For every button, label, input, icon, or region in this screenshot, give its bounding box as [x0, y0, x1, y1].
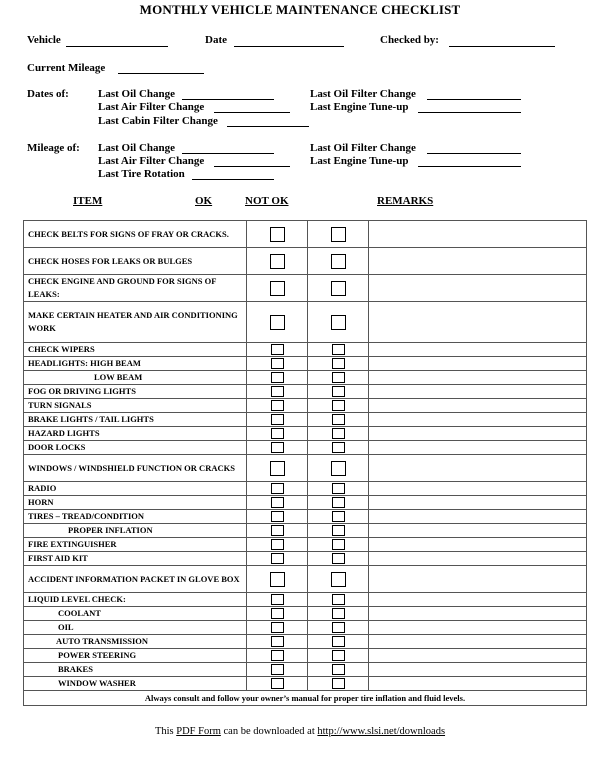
item-label: TIRES – TREAD/CONDITION: [24, 510, 247, 524]
column-header-ok: OK: [195, 195, 213, 207]
mileage-last-air-filter-field[interactable]: [214, 166, 290, 167]
item-label: FIRE EXTINGUISHER: [24, 538, 247, 552]
not-ok-checkbox[interactable]: [332, 636, 345, 647]
dates-last-tuneup-field[interactable]: [418, 112, 521, 113]
ok-checkbox[interactable]: [271, 608, 284, 619]
ok-checkbox[interactable]: [270, 281, 285, 296]
download-middle: can be downloaded at: [223, 726, 315, 737]
vehicle-label: Vehicle: [27, 34, 61, 46]
remarks-cell[interactable]: [369, 510, 587, 524]
item-label: BRAKE LIGHTS / TAIL LIGHTS: [24, 413, 247, 427]
not-ok-checkbox[interactable]: [331, 315, 346, 330]
remarks-cell[interactable]: [369, 663, 587, 677]
table-row: [24, 677, 587, 691]
not-ok-checkbox[interactable]: [332, 358, 345, 369]
ok-checkbox[interactable]: [271, 372, 284, 383]
table-row: [24, 413, 587, 427]
item-label: CHECK BELTS FOR SIGNS OF FRAY OR CRACKS.: [24, 221, 247, 248]
item-label: ACCIDENT INFORMATION PACKET IN GLOVE BOX: [24, 566, 247, 593]
dates-last-oil-change-label: Last Oil Change: [98, 88, 176, 100]
ok-checkbox[interactable]: [271, 525, 284, 536]
table-row: [24, 441, 587, 455]
mileage-last-oil-filter-label: Last Oil Filter Change: [310, 142, 416, 154]
mileage-last-tuneup-field[interactable]: [418, 166, 521, 167]
checked-by-label: Checked by:: [380, 34, 439, 46]
table-row: [24, 357, 587, 371]
not-ok-checkbox[interactable]: [331, 461, 346, 476]
item-label: RADIO: [24, 482, 247, 496]
table-row: [24, 385, 587, 399]
table-row: [24, 593, 587, 607]
table-row: [24, 635, 587, 649]
remarks-cell[interactable]: [369, 385, 587, 399]
table-row: [24, 399, 587, 413]
date-label: Date: [205, 34, 227, 46]
item-label: MAKE CERTAIN HEATER AND AIR CONDITIONING WORK: [24, 302, 247, 343]
table-footer-row: [24, 691, 587, 706]
table-row: [24, 275, 587, 302]
dates-last-oil-filter-label: Last Oil Filter Change: [310, 88, 416, 100]
not-ok-checkbox[interactable]: [332, 678, 345, 689]
ok-checkbox[interactable]: [271, 678, 284, 689]
pdf-form-link[interactable]: PDF Form: [176, 726, 221, 737]
table-row: [24, 552, 587, 566]
table-row: [24, 248, 587, 275]
mileage-last-oil-filter-field[interactable]: [427, 153, 521, 154]
mileage-last-oil-change-label: Last Oil Change: [98, 142, 176, 154]
remarks-cell[interactable]: [369, 455, 587, 482]
table-row: [24, 524, 587, 538]
item-label: OIL: [24, 621, 247, 635]
checked-by-field[interactable]: [449, 46, 555, 47]
remarks-cell[interactable]: [369, 496, 587, 510]
not-ok-checkbox[interactable]: [332, 442, 345, 453]
table-row: [24, 607, 587, 621]
mileage-last-tire-rotation-field[interactable]: [192, 179, 274, 180]
remarks-cell[interactable]: [369, 441, 587, 455]
item-label: HEADLIGHTS: HIGH BEAM: [24, 357, 247, 371]
not-ok-checkbox[interactable]: [332, 344, 345, 355]
table-row: [24, 221, 587, 248]
not-ok-checkbox[interactable]: [332, 650, 345, 661]
ok-checkbox[interactable]: [271, 553, 284, 564]
item-label: HAZARD LIGHTS: [24, 427, 247, 441]
ok-checkbox[interactable]: [270, 572, 285, 587]
ok-checkbox[interactable]: [270, 254, 285, 269]
not-ok-checkbox[interactable]: [332, 400, 345, 411]
remarks-cell[interactable]: [369, 482, 587, 496]
current-mileage-label: Current Mileage: [27, 62, 106, 74]
checklist-table: [23, 220, 587, 706]
page-title: MONTHLY VEHICLE MAINTENANCE CHECKLIST: [139, 2, 461, 17]
dates-of-label: Dates of:: [27, 88, 69, 100]
item-label: CHECK ENGINE AND GROUND FOR SIGNS OF LEAKS:: [24, 275, 247, 302]
ok-checkbox[interactable]: [271, 497, 284, 508]
table-row: [24, 371, 587, 385]
item-label: WINDOW WASHER: [24, 677, 247, 691]
remarks-cell[interactable]: [369, 248, 587, 275]
not-ok-checkbox[interactable]: [332, 372, 345, 383]
not-ok-checkbox[interactable]: [332, 553, 345, 564]
date-field[interactable]: [234, 46, 344, 47]
not-ok-checkbox[interactable]: [332, 664, 345, 675]
ok-checkbox[interactable]: [271, 386, 284, 397]
not-ok-checkbox[interactable]: [331, 227, 346, 242]
ok-checkbox[interactable]: [271, 483, 284, 494]
column-header-remarks: REMARKS: [377, 195, 434, 207]
item-label: CHECK HOSES FOR LEAKS OR BULGES: [24, 248, 247, 275]
not-ok-checkbox[interactable]: [332, 622, 345, 633]
table-row: [24, 538, 587, 552]
table-row: [24, 621, 587, 635]
item-label: TURN SIGNALS: [24, 399, 247, 413]
item-label: CHECK WIPERS: [24, 343, 247, 357]
table-row: [24, 510, 587, 524]
remarks-cell[interactable]: [369, 649, 587, 663]
ok-checkbox[interactable]: [271, 511, 284, 522]
not-ok-checkbox[interactable]: [332, 497, 345, 508]
table-row: [24, 427, 587, 441]
dates-last-oil-change-field[interactable]: [182, 99, 274, 100]
item-label: BRAKES: [24, 663, 247, 677]
mileage-last-oil-change-field[interactable]: [182, 153, 274, 154]
not-ok-checkbox[interactable]: [332, 414, 345, 425]
remarks-cell[interactable]: [369, 552, 587, 566]
dates-last-cabin-filter-label: Last Cabin Filter Change: [98, 115, 218, 127]
ok-checkbox[interactable]: [270, 315, 285, 330]
footer-note: Always consult and follow your owner’s manual for proper tire inflation and fluid levels.: [24, 691, 587, 706]
mileage-last-air-filter-label: Last Air Filter Change: [98, 155, 205, 167]
mileage-last-tuneup-label: Last Engine Tune-up: [310, 155, 409, 167]
remarks-cell[interactable]: [369, 524, 587, 538]
not-ok-checkbox[interactable]: [332, 386, 345, 397]
not-ok-checkbox[interactable]: [332, 525, 345, 536]
table-row: [24, 649, 587, 663]
remarks-cell[interactable]: [369, 538, 587, 552]
not-ok-checkbox[interactable]: [331, 254, 346, 269]
remarks-cell[interactable]: [369, 413, 587, 427]
item-label: LIQUID LEVEL CHECK:: [24, 593, 247, 607]
item-label: LOW BEAM: [24, 371, 247, 385]
table-row: [24, 302, 587, 343]
remarks-cell[interactable]: [369, 621, 587, 635]
item-label: FIRST AID KIT: [24, 552, 247, 566]
not-ok-checkbox[interactable]: [332, 608, 345, 619]
ok-checkbox[interactable]: [271, 358, 284, 369]
column-header-item: ITEM: [73, 195, 103, 207]
download-prefix: This: [154, 726, 174, 737]
remarks-cell[interactable]: [369, 221, 587, 248]
not-ok-checkbox[interactable]: [332, 483, 345, 494]
vehicle-field[interactable]: [66, 46, 168, 47]
item-label: WINDOWS / WINDSHIELD FUNCTION OR CRACKS: [24, 455, 247, 482]
item-label: DOOR LOCKS: [24, 441, 247, 455]
ok-checkbox[interactable]: [271, 594, 284, 605]
not-ok-checkbox[interactable]: [331, 572, 346, 587]
ok-checkbox[interactable]: [271, 442, 284, 453]
ok-checkbox[interactable]: [271, 414, 284, 425]
remarks-cell[interactable]: [369, 275, 587, 302]
ok-checkbox[interactable]: [271, 636, 284, 647]
remarks-cell[interactable]: [369, 371, 587, 385]
item-label: AUTO TRANSMISSION: [24, 635, 247, 649]
download-url-link[interactable]: http://www.slsi.net/downloads: [317, 726, 446, 737]
dates-last-cabin-filter-field[interactable]: [227, 126, 309, 127]
remarks-cell[interactable]: [369, 593, 587, 607]
dates-last-air-filter-field[interactable]: [214, 112, 290, 113]
table-row: [24, 343, 587, 357]
download-note: [0, 726, 600, 737]
ok-checkbox[interactable]: [271, 622, 284, 633]
dates-last-air-filter-label: Last Air Filter Change: [98, 101, 205, 113]
table-row: [24, 566, 587, 593]
column-header-not-ok: NOT OK: [245, 195, 289, 207]
table-row: [24, 482, 587, 496]
ok-checkbox[interactable]: [270, 461, 285, 476]
item-label: FOG OR DRIVING LIGHTS: [24, 385, 247, 399]
item-label: COOLANT: [24, 607, 247, 621]
item-label: POWER STEERING: [24, 649, 247, 663]
table-row: [24, 496, 587, 510]
not-ok-checkbox[interactable]: [332, 539, 345, 550]
remarks-cell[interactable]: [369, 427, 587, 441]
item-label: PROPER INFLATION: [24, 524, 247, 538]
not-ok-checkbox[interactable]: [332, 594, 345, 605]
mileage-of-label: Mileage of:: [27, 142, 80, 154]
remarks-cell[interactable]: [369, 302, 587, 343]
not-ok-checkbox[interactable]: [332, 511, 345, 522]
remarks-cell[interactable]: [369, 635, 587, 649]
ok-checkbox[interactable]: [271, 400, 284, 411]
remarks-cell[interactable]: [369, 607, 587, 621]
dates-last-tuneup-label: Last Engine Tune-up: [310, 101, 409, 113]
dates-last-oil-filter-field[interactable]: [427, 99, 521, 100]
item-label: HORN: [24, 496, 247, 510]
ok-checkbox[interactable]: [271, 664, 284, 675]
mileage-last-tire-rotation-label: Last Tire Rotation: [98, 168, 185, 180]
current-mileage-field[interactable]: [118, 73, 204, 74]
ok-checkbox[interactable]: [271, 539, 284, 550]
ok-checkbox[interactable]: [271, 344, 284, 355]
not-ok-checkbox[interactable]: [332, 428, 345, 439]
remarks-cell[interactable]: [369, 677, 587, 691]
remarks-cell[interactable]: [369, 343, 587, 357]
ok-checkbox[interactable]: [271, 650, 284, 661]
table-row: [24, 663, 587, 677]
ok-checkbox[interactable]: [271, 428, 284, 439]
remarks-cell[interactable]: [369, 566, 587, 593]
ok-checkbox[interactable]: [270, 227, 285, 242]
remarks-cell[interactable]: [369, 357, 587, 371]
table-row: [24, 455, 587, 482]
not-ok-checkbox[interactable]: [331, 281, 346, 296]
remarks-cell[interactable]: [369, 399, 587, 413]
